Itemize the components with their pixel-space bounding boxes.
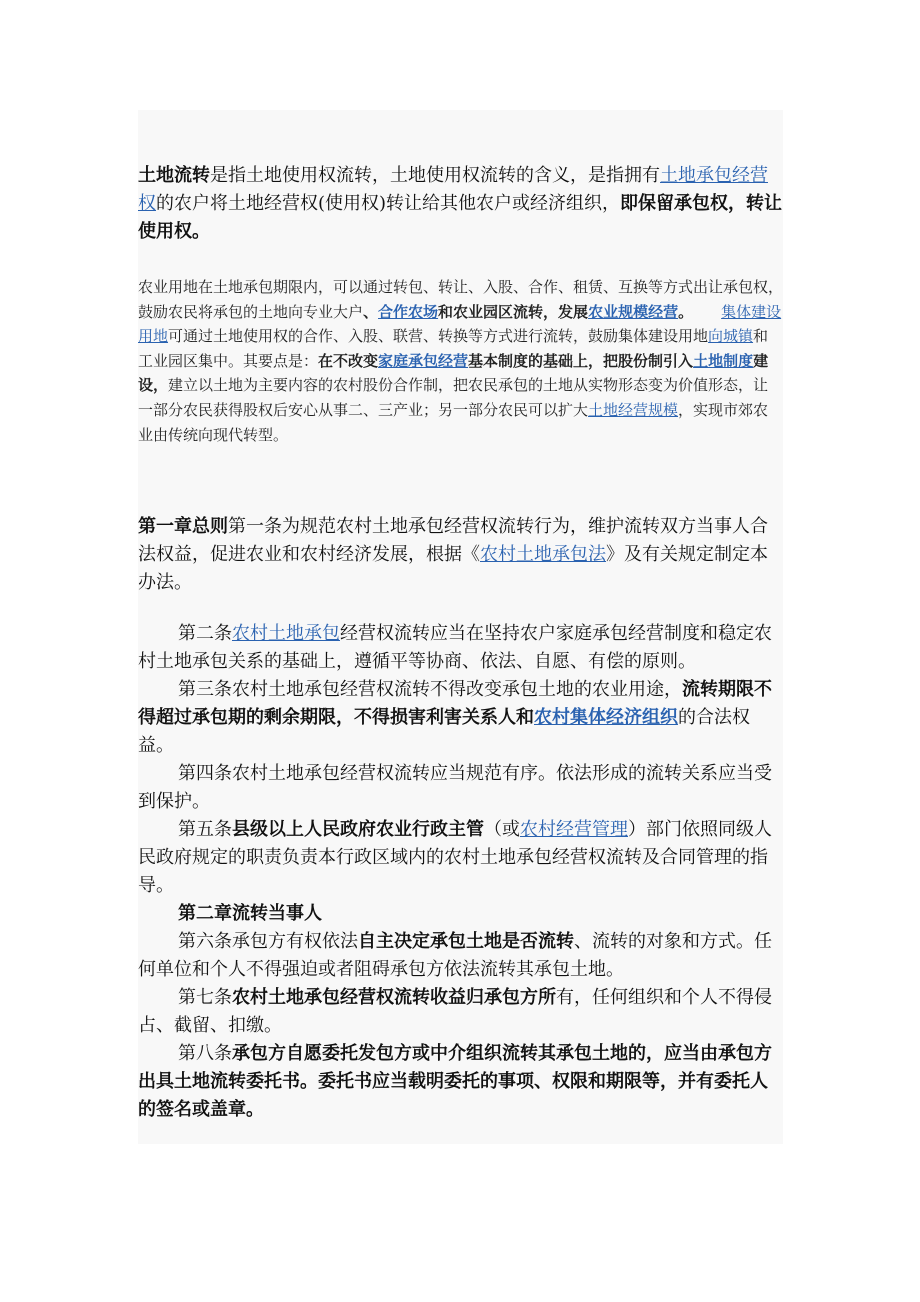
text-span: 经营权流转应当在坚持农户家庭承包经营制度和稳定农村土地承包关系的基础上，遵循平等协商、依法、自愿、有偿的原则。 (138, 623, 772, 672)
text-span: 第四条农村土地承包经营权流转应当规范有序。依法形成的流转关系应当受到保护。 (138, 763, 772, 812)
link-land-scale[interactable]: 土地经营规模 (588, 400, 679, 419)
text-span: 的合法权益。 (138, 707, 750, 756)
bold-span: 基本制度的基础上，把股份制引入 (468, 351, 694, 370)
text-span: 、流转的对象和方式。任何单位和个人不得强迫或者阻碍承包方依法流转其承包土地。 (138, 931, 772, 980)
text-span: 建立以土地为主要内容的农村股份合作制，把农民承包的土地从实物形态变为价值形态，让一部分农民获得股权后安心从事二、三产业；另一部分农民可以扩大 (138, 376, 769, 419)
article-5 (138, 816, 783, 900)
link-to-towns[interactable]: 向城镇 (708, 327, 754, 346)
link-rural-land-contract[interactable]: 农村土地承包 (232, 623, 340, 644)
text-span: 可通过土地使用权的合作、入股、联营、转换等方式进行流转，鼓励集体建设用地 (168, 327, 709, 346)
article-number: 第八条 (178, 1043, 232, 1064)
document-page (138, 110, 783, 1144)
bold-span: 流转期限不得超过承包期的剩余期限，不得损害利害关系人和 (138, 679, 772, 728)
link-household-contract[interactable]: 家庭承包经营 (378, 351, 469, 370)
term-land-transfer: 土地流转 (138, 165, 210, 186)
text-span: 的农户将土地经营权(使用权)转让给其他农户或经济组织， (156, 193, 621, 214)
text-span: 第六条承包方有权依法 (178, 931, 358, 952)
link-cooperative-farm[interactable]: 合作农场 (378, 302, 439, 321)
definition-paragraph (138, 162, 783, 246)
articles-section (138, 620, 783, 1124)
bold-span: 县级以上人民政府农业行政主管 (232, 819, 484, 840)
link-rural-management[interactable]: 农村经营管理 (520, 819, 628, 840)
article-number: 第二条 (178, 623, 232, 644)
text-span: （或 (484, 819, 520, 840)
bold-span: 和农业园区流转，发展 (438, 302, 589, 321)
chapter2-title: 第二章流转当事人 (178, 903, 322, 924)
text-span: 和工业园区集中。其要点是： (138, 327, 769, 370)
link-collective-construction-land[interactable]: 集体建设用地 (138, 302, 782, 346)
article-number: 第五条 (178, 819, 232, 840)
bold-span: 承包方自愿委托发包方或中介组织流转其承包土地的，应当由承包方出具土地流转委托书。委托书应当载明委托的事项、权限和期限等，并有委托人的签名或盖章。 (138, 1043, 772, 1120)
bold-span: 即保留承包权，转让使用权。 (138, 193, 783, 242)
article-6 (138, 928, 783, 984)
text-span: 有，任何组织和个人不得侵占、截留、扣缴。 (138, 987, 772, 1036)
link-rural-land-contract-law[interactable]: 农村土地承包法 (480, 544, 606, 565)
bold-span: 建设， (138, 351, 769, 395)
link-scale-farming[interactable]: 农业规模经营 (588, 302, 679, 321)
text-span: 是指土地使用权流转，土地使用权流转的含义，是指拥有 (210, 165, 660, 186)
text-span: ）部门依照同级人民政府规定的职责负责本行政区域内的农村土地承包经营权流转及合同管理的指导。 (138, 819, 772, 896)
bold-span: 、 (363, 302, 379, 321)
article-8 (138, 1040, 783, 1124)
text-span: 农业用地在土地承包期限内，可以通过转包、转让、入股、合作、租赁、互换等方式出让承包权，鼓励农民将承包的土地向专业大户 (138, 278, 784, 321)
article-4 (138, 760, 783, 816)
bold-span: 在不改变 (318, 351, 379, 370)
chapter1-paragraph (138, 513, 783, 597)
bold-span: 。 (678, 302, 694, 321)
article-number: 第七条 (178, 987, 232, 1008)
chapter-2-title (138, 900, 783, 928)
text-span: 》及有关规定制定本办法。 (138, 544, 768, 593)
article-7 (138, 984, 783, 1040)
article1-text: 第一条为规范农村土地承包经营权流转行为，维护流转双方当事人合法权益，促进农业和农村经济发展，根据《 (138, 516, 768, 565)
link-land-system[interactable]: 土地制度 (693, 351, 754, 370)
article-3 (138, 676, 783, 760)
bold-span: 农村土地承包经营权流转收益归承包方所 (232, 987, 556, 1008)
bold-span: 自主决定承包土地是否流转 (358, 931, 574, 952)
text-span: ，实现市郊农业由传统向现代转型。 (138, 400, 769, 444)
link-collective-economic-org[interactable]: 农村集体经济组织 (534, 707, 678, 728)
chapter1-title: 第一章总则 (138, 516, 228, 537)
link-land-contract-right[interactable]: 土地承包经营权 (138, 165, 768, 214)
article-2 (138, 620, 783, 676)
text-span: 第三条农村土地承包经营权流转不得改变承包土地的农业用途， (178, 679, 682, 700)
summary-paragraph (138, 275, 783, 447)
